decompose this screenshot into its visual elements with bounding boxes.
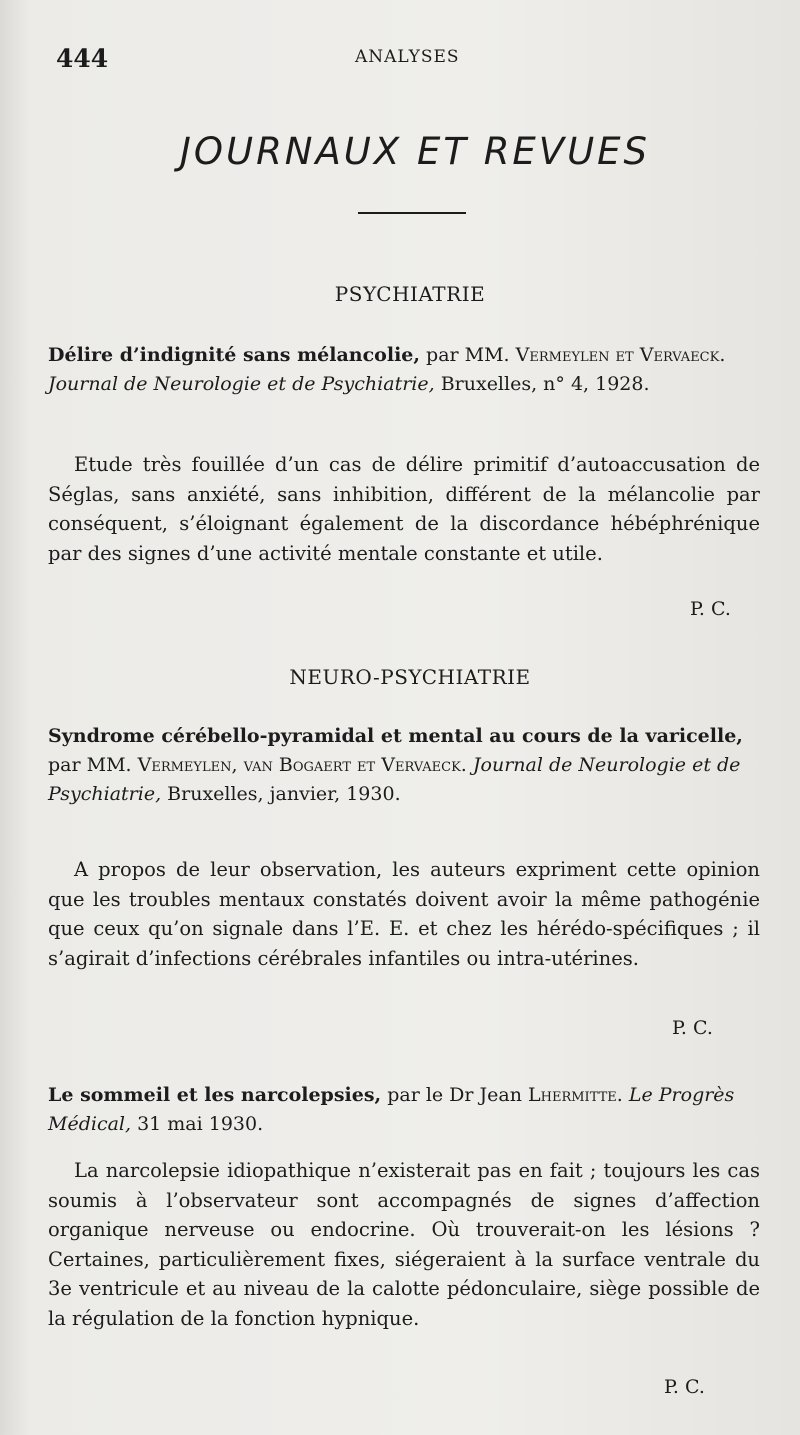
section-heading-neuro-psychiatrie: NEURO-PSYCHIATRIE <box>289 665 531 689</box>
article-title: Délire d’indignité sans mélancolie, <box>48 344 420 366</box>
article-header <box>48 1081 760 1139</box>
article-body: La narcolepsie idiopathique n’existerait pas en fait ; toujours les cas soumis à l’observateur sont accompagnés de signes d’affection organique nerveuse ou endocrine. Où trouverait-on les lésions ? Certaines, particulièrement fixes, siégeraient à la surface ventrale du 3e ventricule et au niveau de la calotte pédonculaire, siège possible de la régulation de la fonction hypnique. <box>48 1159 760 1330</box>
article-reference: Bruxelles, janvier, 1930. <box>161 783 401 805</box>
article-byline: par le Dr Jean <box>381 1084 529 1106</box>
article-reference: 31 mai 1930. <box>131 1113 264 1135</box>
article-signature: P. C. <box>664 1376 705 1398</box>
section-heading-psychiatrie: PSYCHIATRIE <box>334 282 486 306</box>
article-title: Le sommeil et les narcolepsies, <box>48 1084 382 1106</box>
article-journal: Journal de Neurologie et de Psychiatrie, <box>48 754 741 805</box>
article-journal: Journal de Neurologie et de Psychiatrie, <box>48 373 435 395</box>
page-number: 444 <box>56 44 109 73</box>
article-journal: Le Progrès Médical, <box>48 1084 735 1135</box>
article-header <box>48 341 760 399</box>
article-authors: Vermeylen, van Bogaert et Vervaeck. <box>137 754 467 776</box>
article-authors: Vermeylen et Vervaeck. <box>515 344 726 366</box>
article-byline: par MM. <box>420 344 516 366</box>
article-body: Etude très fouillée d’un cas de délire primitif d’autoaccusation de Séglas, sans anxiété, sans inhibition, différent de la mélancolie par conséquent, s’éloignant également de la discordance hébéphrénique par des signes d’une activité mentale constante et utile. <box>48 453 760 565</box>
article-authors: Lhermitte. <box>528 1084 623 1106</box>
article-signature: P. C. <box>672 1017 713 1039</box>
running-title: ANALYSES <box>355 47 460 67</box>
title-divider <box>358 212 466 214</box>
article-signature: P. C. <box>690 598 731 620</box>
article-header <box>48 722 760 809</box>
article-body: A propos de leur observation, les auteurs expriment cette opinion que les troubles mentaux constatés doivent avoir la même pathogénie que ceux qu’on signale dans l’E. E. et chez les hérédo-spécifiques ; il s’agirait d’infections cérébrales infantiles ou intra-utérines. <box>48 858 760 970</box>
article-reference: Bruxelles, n° 4, 1928. <box>434 373 650 395</box>
article-title: Syndrome cérébello-pyramidal et mental au cours de la varicelle, <box>48 725 743 747</box>
page-title: JOURNAUX ET REVUES <box>179 130 651 173</box>
article-byline: par MM. <box>48 754 138 776</box>
